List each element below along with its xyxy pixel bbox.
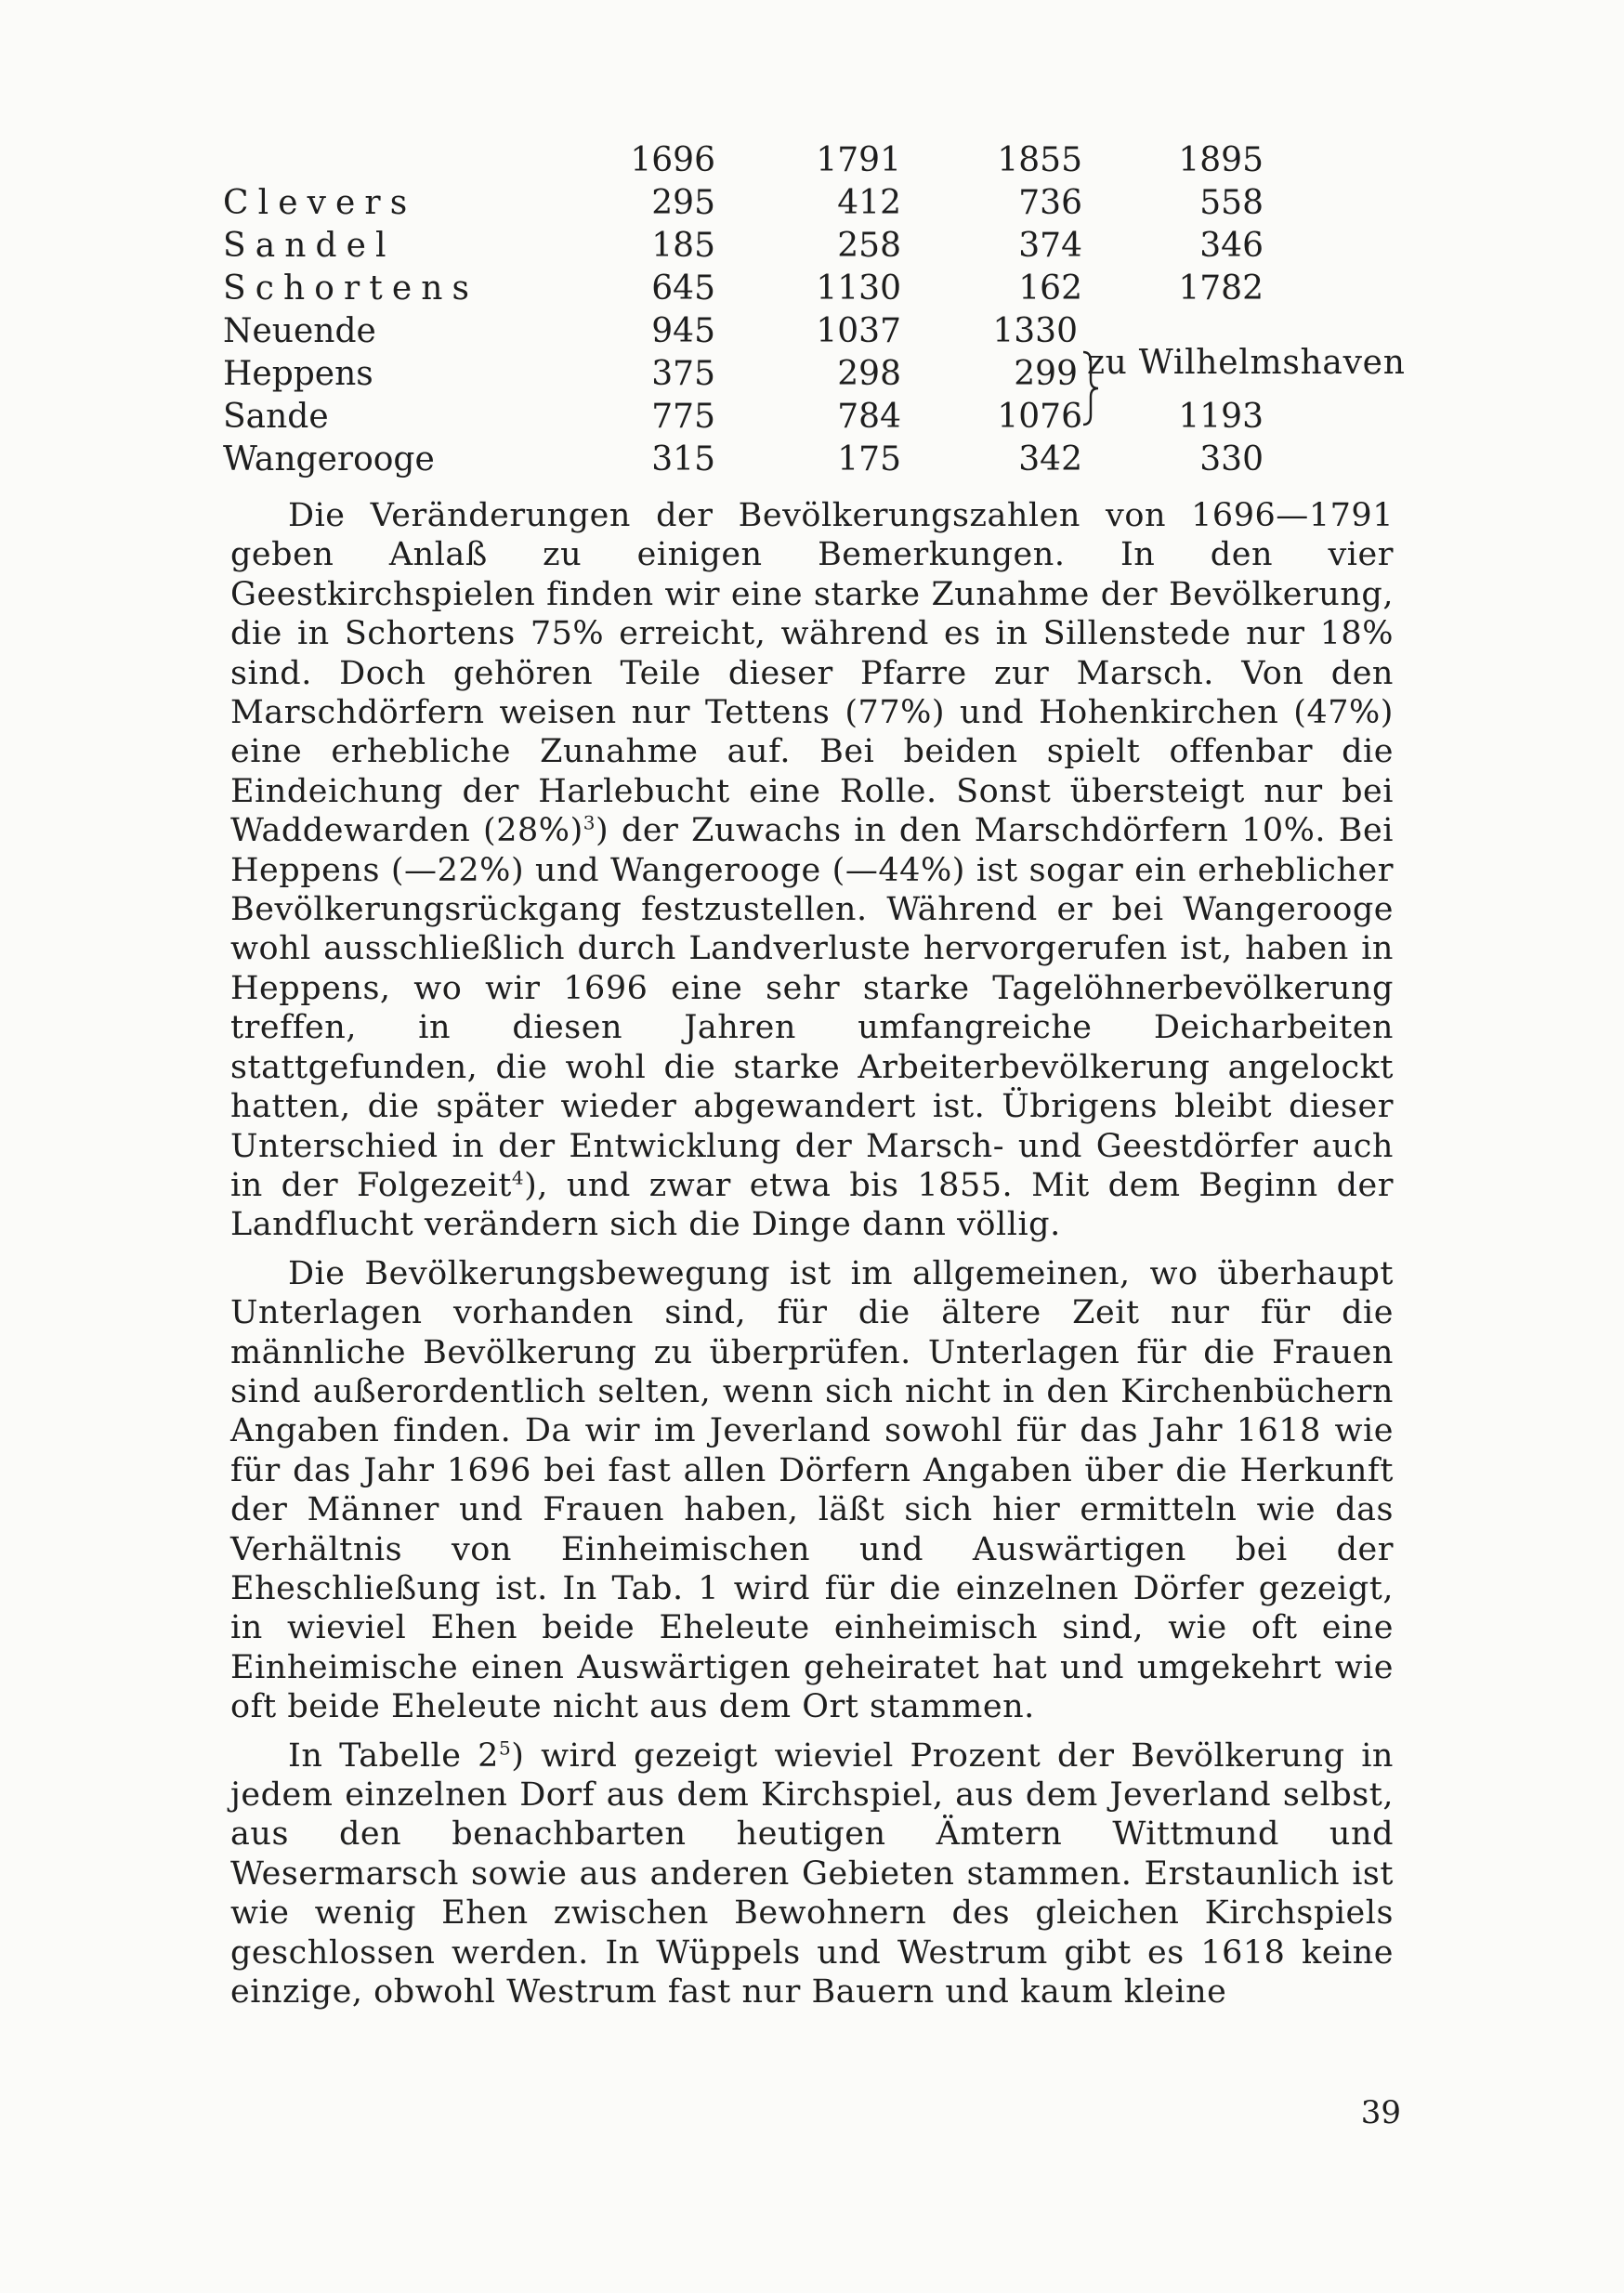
paragraph bbox=[230, 496, 1394, 1245]
village-name: Schortens bbox=[223, 269, 479, 308]
value-1855: 1330 bbox=[992, 312, 1078, 350]
table-row bbox=[223, 439, 1431, 481]
value-1895: 330 bbox=[1199, 440, 1264, 478]
wilhelmshaven-note: zu Wilhelmshaven bbox=[1087, 344, 1406, 382]
value-1855: 342 bbox=[1018, 440, 1082, 478]
paragraph bbox=[230, 1736, 1394, 2012]
paragraph: Die Bevölkerungsbewegung ist im allgemeinen, wo überhaupt Unterlagen vorhanden sind, für die ältere Zeit nur für die männliche Bevölkerung zu überprüfen. Unterlagen für die Frauen sind außerordentlich selten, wenn sich nicht in den Kirchenbüchern Angaben finden. Da wir im Jeverland sowohl für das Jahr 1618 wie für das Jahr 1696 bei fast allen Dörfern Angaben über die Herkunft der Männer und Frauen haben, läßt sich hier ermitteln wie das Verhältnis von Einheimischen und Auswärtigen bei der Eheschließung ist. In Tab. 1 wird für die einzelnen Dörfer gezeigt, in wieviel Ehen beide Eheleute einheimisch sind, wie oft eine Einheimische einen Auswärtigen geheiratet hat und umgekehrt wie oft beide Eheleute nicht aus dem Ort stammen. bbox=[230, 1254, 1394, 1726]
table-row bbox=[223, 182, 1431, 225]
value-1855: 162 bbox=[1018, 269, 1082, 308]
village-name: Sande bbox=[223, 398, 329, 436]
village-name: Clevers bbox=[223, 184, 417, 222]
paragraph-text: ) der Zuwachs in den Marschdörfern 10%. Bei Heppens (—22%) und Wangerooge (—44%) ist sogar ein erheblicher Bevölkerungsrückgang festzustellen. Während er bei Wangerooge wohl ausschließlich durch Landverluste hervorgerufen ist, haben in Heppens, wo wir 1696 eine sehr starke Tagelöhnerbevölkerung treffen, in diesen Jahren umfangreiche Deicharbeiten stattgefunden, die wohl die starke Arbeiterbevölkerung angelockt hatten, die später wieder abgewandert ist. Übrigens bleibt dieser Unterschied in der Entwicklung der Marsch- und Geestdörfer auch in der Folgezeit bbox=[230, 812, 1394, 1204]
value-1696: 945 bbox=[651, 312, 715, 350]
value-1855: 736 bbox=[1018, 184, 1082, 222]
year-header-1855: 1855 bbox=[997, 141, 1082, 179]
value-1791: 258 bbox=[837, 227, 901, 265]
year-header-1696: 1696 bbox=[630, 141, 715, 179]
value-1895: 1782 bbox=[1178, 269, 1264, 308]
value-1895: 558 bbox=[1199, 184, 1264, 222]
village-name: Sandel bbox=[223, 227, 396, 265]
value-1791: 1037 bbox=[816, 312, 901, 350]
village-name: Heppens bbox=[223, 355, 373, 393]
value-1696: 375 bbox=[651, 355, 715, 393]
value-1791: 175 bbox=[837, 440, 901, 478]
value-1696: 185 bbox=[651, 227, 715, 265]
value-1855: 299 bbox=[1014, 355, 1078, 393]
footnote-ref: 4 bbox=[511, 1166, 525, 1189]
value-1696: 295 bbox=[651, 184, 715, 222]
value-1791: 784 bbox=[837, 398, 901, 436]
table-row bbox=[223, 396, 1431, 439]
value-1696: 315 bbox=[651, 440, 715, 478]
paragraph-text: ) wird gezeigt wieviel Prozent der Bevölkerung in jedem einzelnen Dorf aus dem Kirchspiel, aus dem Jeverland selbst, aus den benachbarten heutigen Ämtern Wittmund und Wesermarsch sowie aus anderen Gebieten stammen. Erstaunlich ist wie wenig Ehen zwischen Bewohnern des gleichen Kirchspiels geschlossen werden. In Wüppels und Westrum gibt es 1618 keine einzige, obwohl Westrum fast nur Bauern und kaum kleine bbox=[230, 1736, 1394, 2011]
population-table bbox=[223, 139, 1431, 481]
year-header-1791: 1791 bbox=[816, 141, 901, 179]
table-row bbox=[223, 225, 1431, 268]
page-number: 39 bbox=[1360, 2094, 1401, 2131]
paragraph-text: ), und zwar etwa bis 1855. Mit dem Beginn der Landflucht verändern sich die Dinge dann völlig. bbox=[230, 1166, 1394, 1244]
village-name: Neuende bbox=[223, 312, 376, 350]
table-row bbox=[223, 268, 1431, 310]
value-1696: 645 bbox=[651, 269, 715, 308]
year-header-1895: 1895 bbox=[1178, 141, 1264, 179]
footnote-ref: 5 bbox=[498, 1736, 512, 1759]
value-1855: 374 bbox=[1018, 227, 1082, 265]
value-1895: 1193 bbox=[1178, 398, 1264, 436]
value-1791: 298 bbox=[837, 355, 901, 393]
table-header-row bbox=[223, 139, 1431, 182]
value-1895: 346 bbox=[1199, 227, 1264, 265]
paragraph-text: In Tabelle 2 bbox=[288, 1736, 499, 1775]
village-name: Wangerooge bbox=[223, 440, 435, 478]
footnote-ref: 3 bbox=[583, 811, 596, 834]
paragraph-text: Die Veränderungen der Bevölkerungszahlen von 1696—1791 geben Anlaß zu einigen Bemerkungen. In den vier Geestkirchspielen finden wir eine starke Zunahme der Bevölkerung, die in Schortens 75% erreicht, während es in Sillenstede nur 18% sind. Doch gehören Teile dieser Pfarre zur Marsch. Von den Marschdörfern weisen nur Tettens (77%) und Hohenkirchen (47%) eine erhebliche Zunahme auf. Bei beiden spielt offenbar die Eindeichung der Harlebucht eine Rolle. Sonst übersteigt nur bei Waddewarden (28%) bbox=[230, 497, 1394, 850]
value-1855: 1076 bbox=[997, 398, 1082, 436]
value-1791: 1130 bbox=[816, 269, 901, 308]
body-text bbox=[230, 496, 1394, 2021]
value-1696: 775 bbox=[651, 398, 715, 436]
value-1791: 412 bbox=[837, 184, 901, 222]
